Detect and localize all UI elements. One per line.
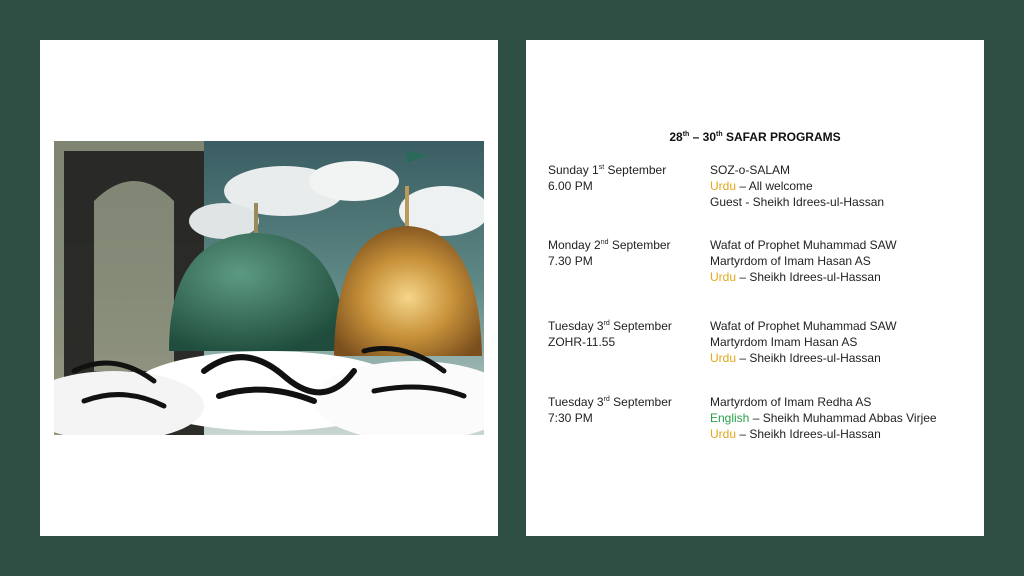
language-label: Urdu: [710, 427, 737, 441]
artwork-panel: [40, 40, 498, 536]
program-line: Urdu – Sheikh Idrees-ul-Hassan: [710, 351, 881, 365]
program-line: Martyrdom of Imam Hasan AS: [710, 254, 871, 268]
program-line: Wafat of Prophet Muhammad SAW: [710, 319, 897, 333]
program-time: 7:30 PM: [548, 411, 593, 425]
programs-title: 28th – 30th SAFAR PROGRAMS: [669, 130, 841, 144]
program-date: Sunday 1st September: [548, 163, 667, 177]
program-line: Guest - Sheikh Idrees-ul-Hassan: [710, 195, 885, 209]
language-label: Urdu: [710, 179, 737, 193]
program-time: 7.30 PM: [548, 254, 593, 268]
program-line: Urdu – Sheikh Idrees-ul-Hassan: [710, 427, 881, 441]
language-label: Urdu: [710, 270, 737, 284]
program-line: English – Sheikh Muhammad Abbas Virjee: [710, 411, 937, 425]
language-label: English: [710, 411, 750, 425]
program-line: Martyrdom of Imam Redha AS: [710, 395, 872, 409]
program-date: Tuesday 3rd September: [548, 395, 672, 409]
program-date: Monday 2nd September: [548, 238, 671, 252]
program-line: SOZ-o-SALAM: [710, 163, 791, 177]
program-line: Urdu – All welcome: [710, 179, 813, 193]
program-line: Wafat of Prophet Muhammad SAW: [710, 238, 897, 252]
program-time: 6.00 PM: [548, 179, 593, 193]
programs-panel: [526, 40, 984, 536]
program-date: Tuesday 3rd September: [548, 319, 672, 333]
program-line: Urdu – Sheikh Idrees-ul-Hassan: [710, 270, 881, 284]
language-label: Urdu: [710, 351, 737, 365]
program-time: ZOHR-11.55: [548, 335, 616, 349]
shrine-domes-artwork: [54, 141, 484, 435]
program-line: Martyrdom Imam Hasan AS: [710, 335, 858, 349]
